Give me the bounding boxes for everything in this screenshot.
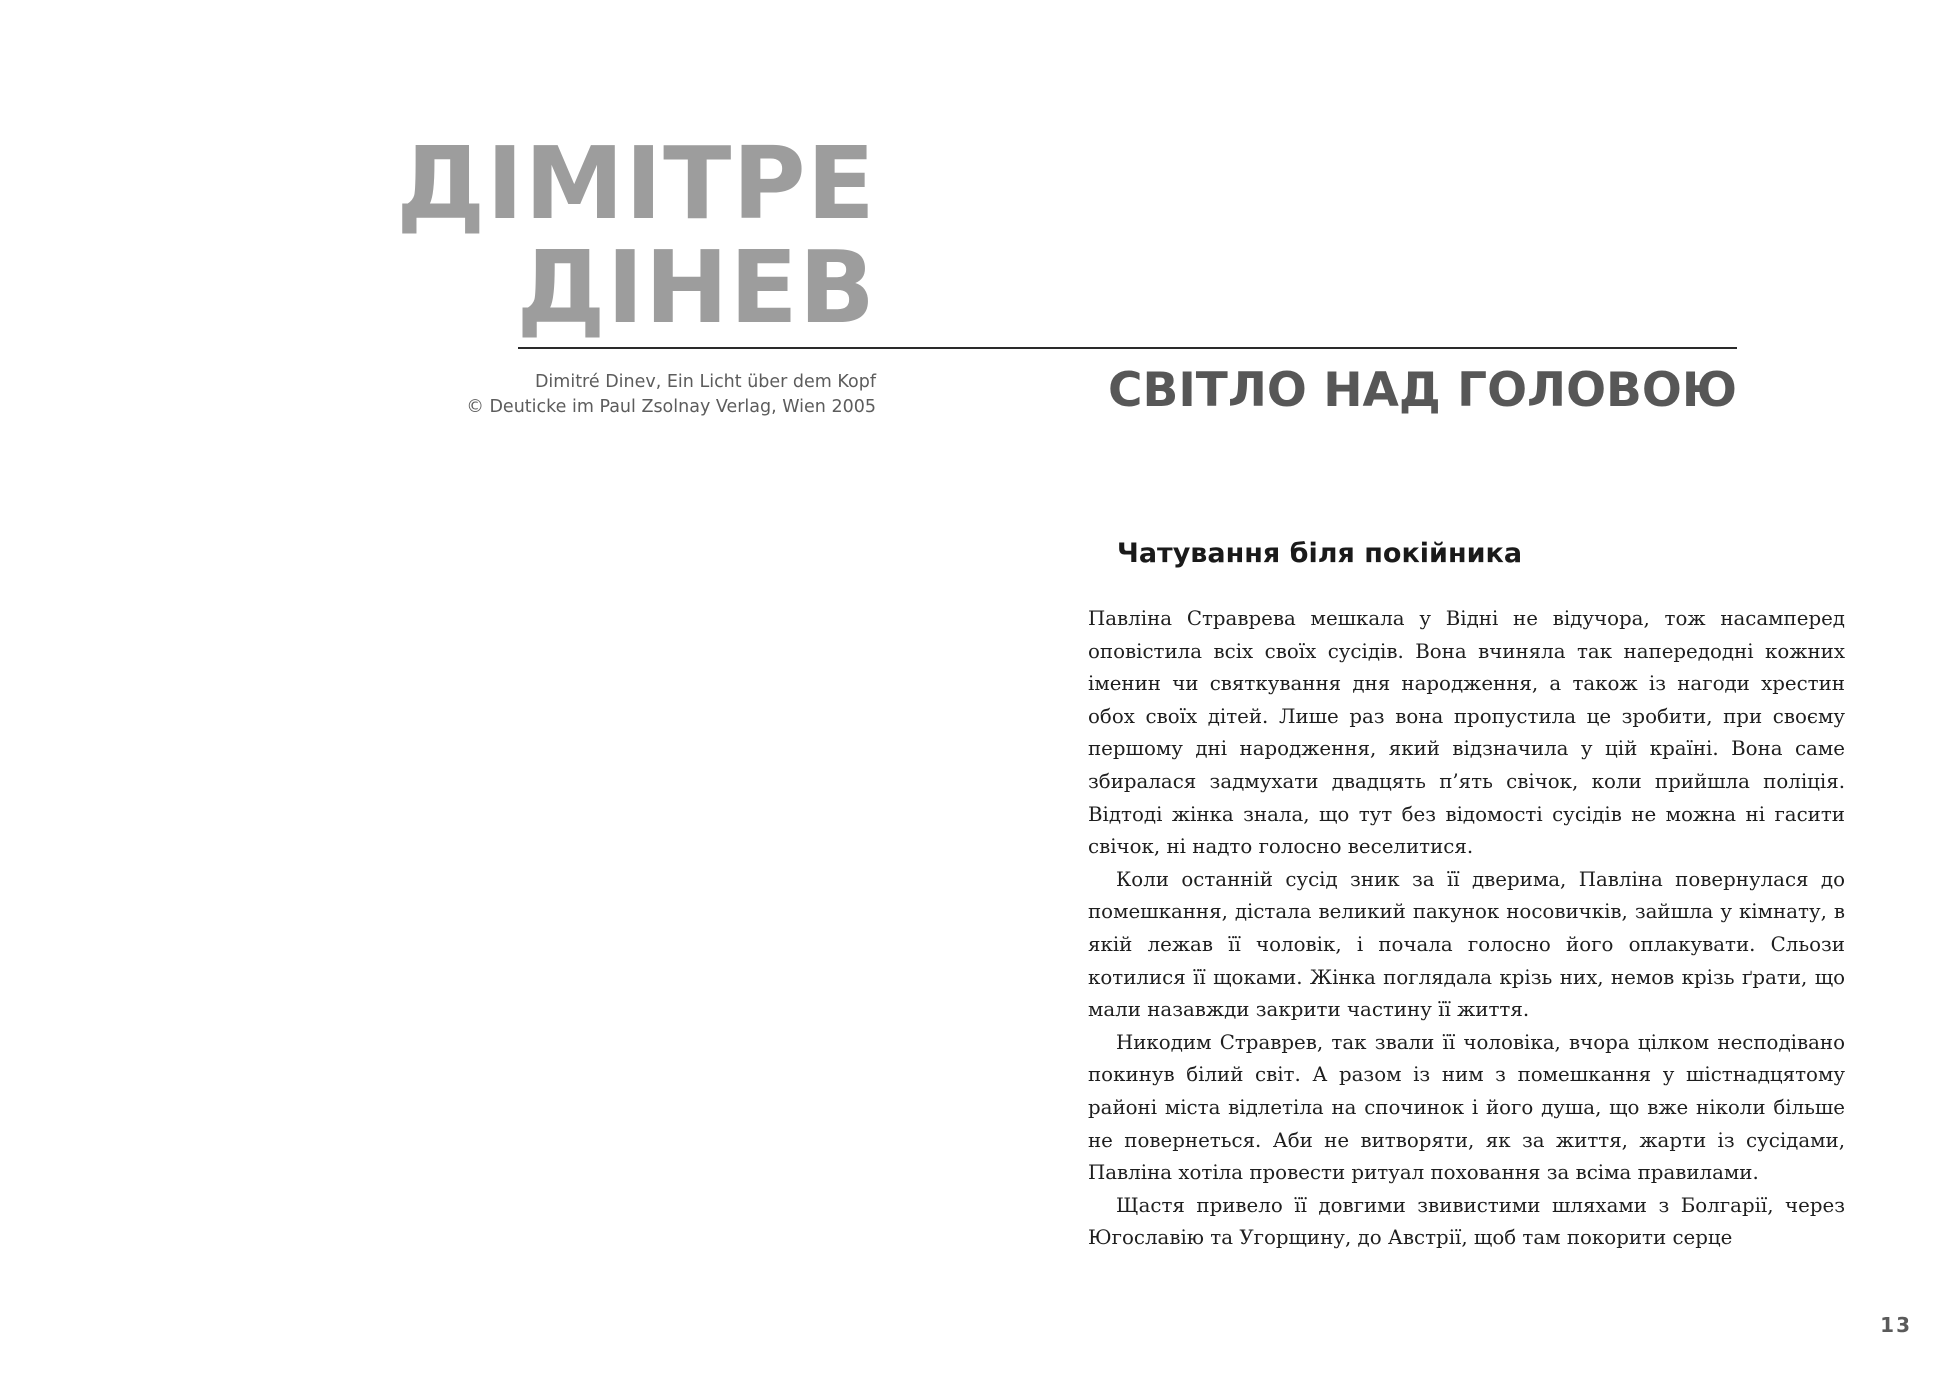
page-number: 13: [1880, 1313, 1912, 1337]
author-name: [396, 125, 876, 346]
body-text: [1088, 603, 1845, 1255]
paragraph: Коли останній сусід зник за її дверима, Павліна повернулася до помешкання, дістала великий пакунок носовичків, зайшла у кімнату, в якій лежав її чоловік, і почала голосно його оплакувати. Сльози котилися її щоками. Жінка поглядала крізь них, немов крізь ґрати, що мали назавжди закрити частину її життя.: [1088, 867, 1845, 1022]
original-title-credit: Dimitré Dinev, Ein Licht über dem Kopf: [534, 372, 876, 392]
paragraph: Никодим Страврев, так звали її чоловіка, вчора цілком несподівано покинув білий світ. А разом із ним з помешкання у шістнадцятому районі міста відлетіла на спочинок і його душа, що вже ніколи більше не повернеться. Аби не витворяти, як за життя, жарти із сусідами, Павліна хотіла провести ритуал поховання за всіма правилами.: [1088, 1030, 1845, 1185]
author-name-line-2: ДІНЕВ: [516, 229, 876, 346]
title-divider: [518, 347, 1737, 349]
paragraph: Щастя привело її довгими звивистими шляхами з Болгарії, через Югославію та Угорщину, до Австрії, щоб там покорити серце: [1088, 1193, 1845, 1250]
copyright-credit: © Deuticke im Paul Zsolnay Verlag, Wien 2005: [466, 397, 876, 417]
book-title: СВІТЛО НАД ГОЛОВОЮ: [1108, 363, 1737, 418]
chapter-title: Чатування біля покійника: [1117, 538, 1523, 569]
original-credits: [466, 370, 876, 420]
author-name-line-1: ДІМІТРЕ: [396, 125, 876, 242]
paragraph: Павліна Страврева мешкала у Відні не відучора, тож насамперед оповістила всіх своїх сусідів. Вона вчиняла так напередодні кожних іменин чи святкування дня народження, а також із нагоди хрестин обох своїх дітей. Лише раз вона пропустила це зробити, при своєму першому дні народження, який відзначила у цій країні. Вона саме збиралася задмухати двадцять п’ять свічок, коли прийшла поліція. Відтоді жінка знала, що тут без відомості сусідів не можна ні гасити свічок, ні надто голосно веселитися.: [1088, 607, 1845, 859]
